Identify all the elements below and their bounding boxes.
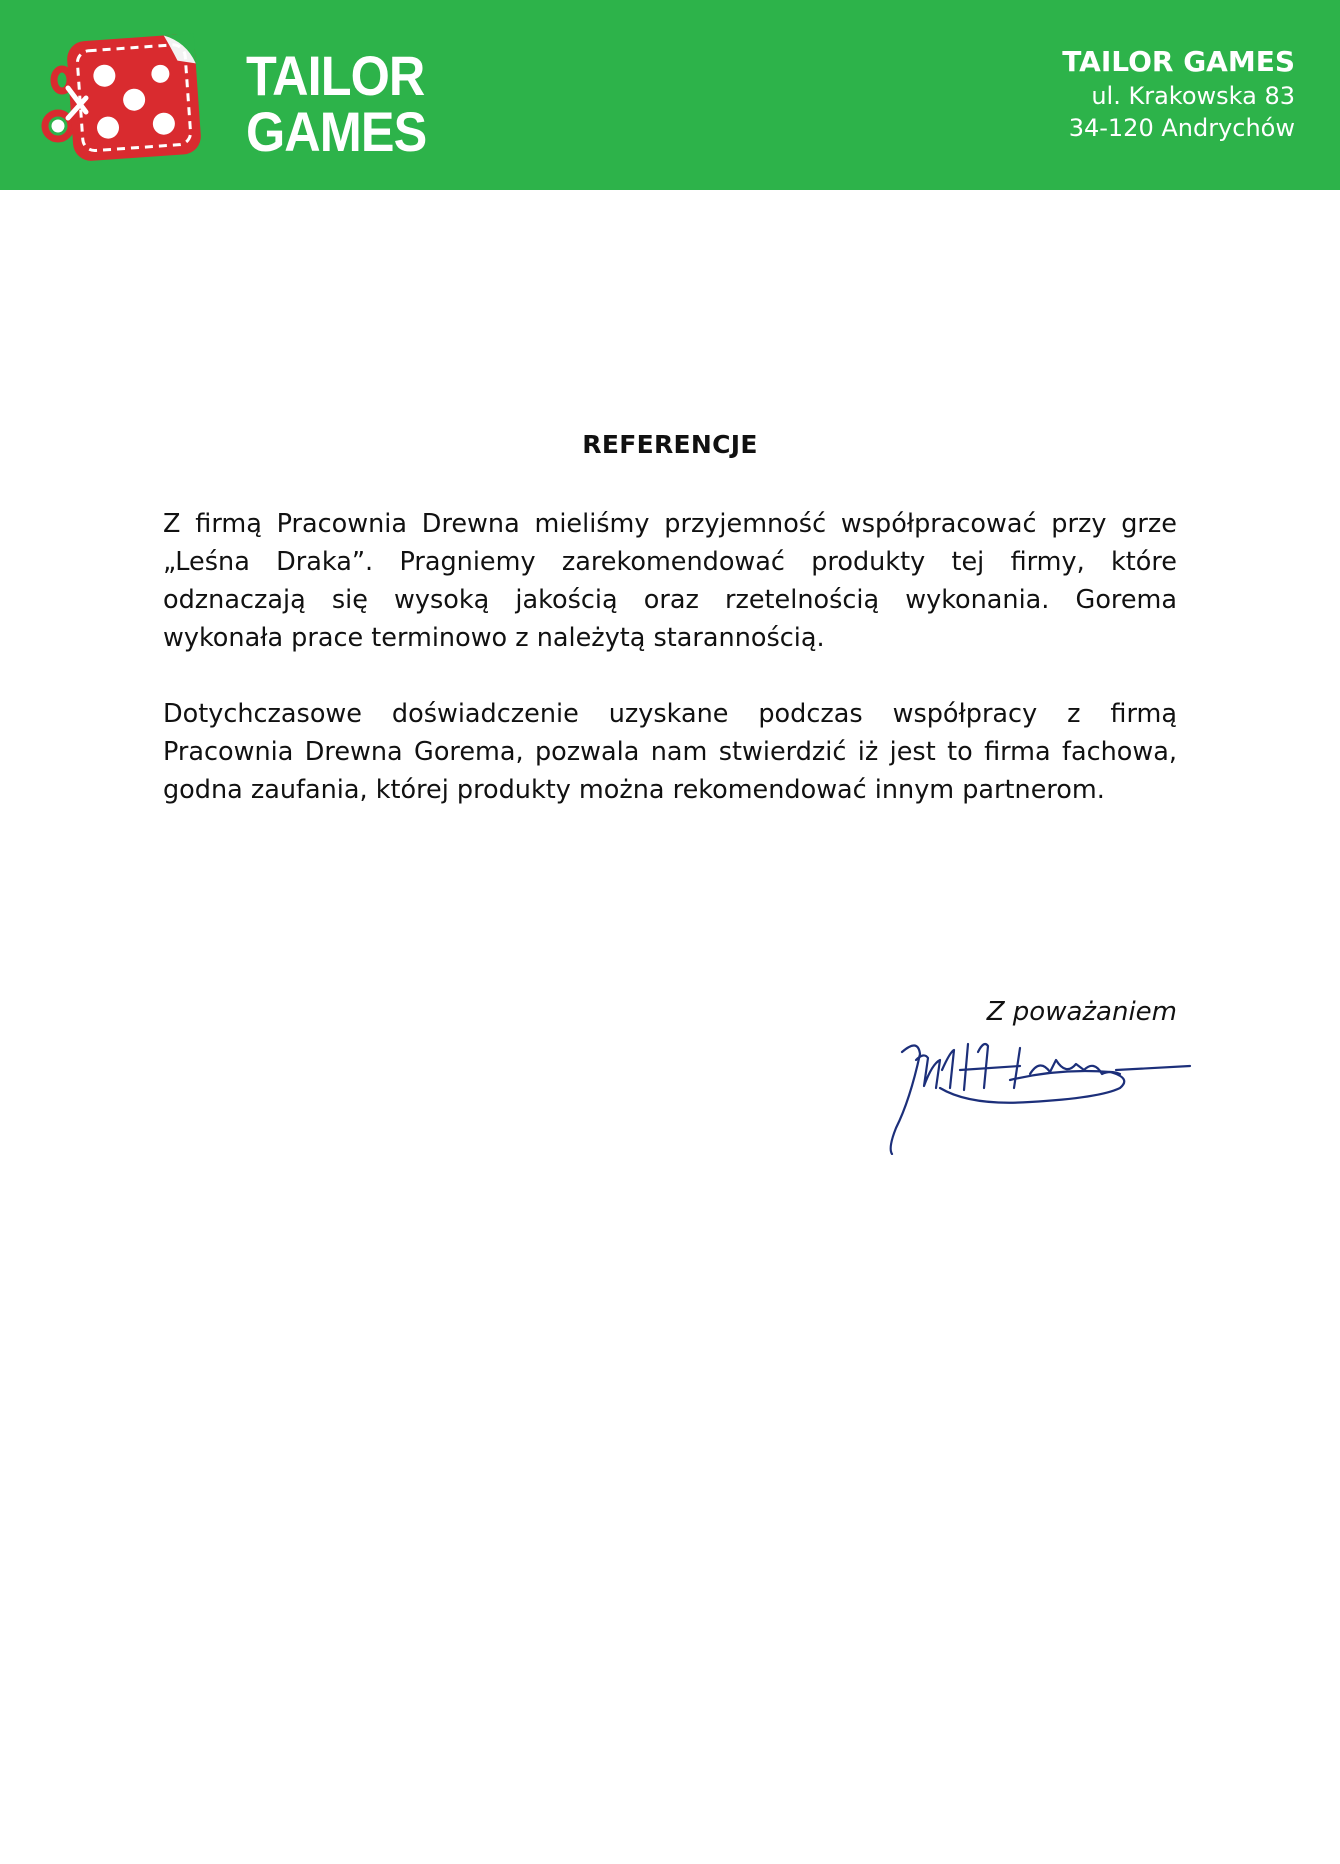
letter-closing: Z poważaniem (986, 997, 1177, 1027)
company-city: 34-120 Andrychów (1068, 114, 1295, 142)
company-address (1062, 44, 1295, 144)
letterhead-banner (0, 0, 1340, 190)
tailor-games-logo (40, 28, 427, 168)
die-scissors-icon (40, 28, 240, 168)
company-street: ul. Krakowska 83 (1091, 82, 1295, 110)
handwritten-signature (880, 1030, 1280, 1155)
letter-paragraph-1: Z firmą Pracownia Drewna mieliśmy przyjemność współpracować przy grze „Leśna Draka”. Pragniemy zarekomendować produkty tej firmy, które odznaczają się wysoką jakością oraz rzetelnością wykonania. Gorema wykonała prace terminowo z należytą starannością. (163, 509, 1177, 653)
letter-paragraph-2: Dotychczasowe doświadczenie uzyskane podczas współpracy z firmą Pracownia Drewna Gorema, pozwala nam stwierdzić iż jest to firma fachowa, godna zaufania, której produkty można rekomendować innym partnerom. (163, 699, 1177, 805)
company-name: TAILOR GAMES (1062, 45, 1295, 78)
logo-text-tailor: TAILOR (246, 44, 425, 107)
logo-text-games: GAMES (246, 100, 427, 163)
letter-title: REFERENCJE (582, 430, 758, 459)
